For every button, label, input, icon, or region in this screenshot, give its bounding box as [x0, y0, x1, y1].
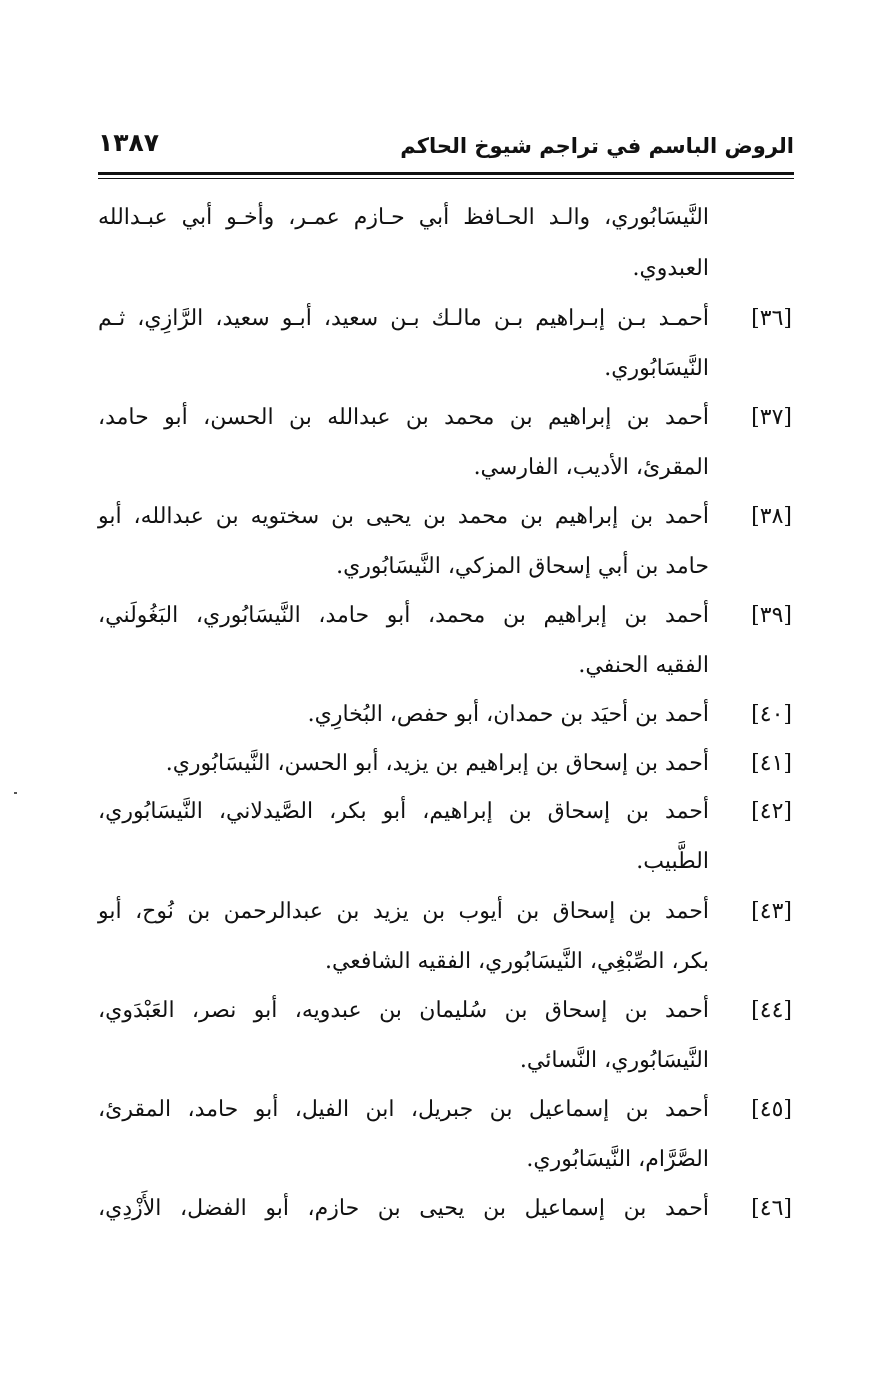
header-rule-thick [98, 172, 794, 175]
entry-number: [٤٤] [751, 998, 792, 1023]
entry-number: [٣٨] [751, 504, 792, 529]
entry-text-line: المقرئ، الأديب، الفارسي. [473, 455, 709, 480]
entry-text-line: بكر، الصِّبْغِي، النَّيسَابُوري، الفقيه الشافعي. [324, 949, 709, 974]
entry-number: [٤٦] [751, 1196, 792, 1221]
running-header [98, 128, 794, 168]
book-title: الروض الباسم في تراجم شيوخ الحاكم [400, 134, 794, 158]
entry-text-line: أحمد بن إسماعيل بن جبريل، ابن الفيل، أبو حامد، المقرئ، [98, 1097, 709, 1122]
entry-text-line: أحمد بن إسحاق بن إبراهيم، أبو بكر، الصَّيدلاني، النَّيسَابُوري، [98, 799, 709, 824]
entry-number: [٣٩] [751, 603, 792, 628]
entry-number: [٤١] [751, 751, 792, 776]
entry-number: [٤٣] [751, 899, 792, 924]
entry-number: [٣٦] [751, 306, 792, 331]
entry-text-line: النَّيسَابُوري، النَّسائي. [519, 1048, 709, 1073]
page-number: ١٣٨٧ [98, 128, 160, 157]
entry-number: [٤٥] [751, 1097, 792, 1122]
entry-text-line: الصَّرَّام، النَّيسَابُوري. [526, 1147, 709, 1172]
entry-text-line: أحمـد بـن إبـراهيم بـن مالـك بـن سعيد، أبـو سعيد، الرَّازِي، ثـم [98, 306, 709, 331]
entry-number: [٤٢] [751, 799, 792, 824]
entry-text-line: الفقيه الحنفي. [578, 653, 709, 678]
entry-text-line: أحمد بن إسماعيل بن يحيى بن حازم، أبو الفضل، الأَزْدِي، [98, 1196, 709, 1221]
scan-speck [14, 792, 17, 794]
entry-text-line: أحمد بن إبراهيم بن محمد، أبو حامد، النَّيسَابُوري، البَغُولَني، [98, 603, 709, 628]
header-rule-thin [98, 178, 794, 179]
entry-text-line: النَّيسَابُوري. [604, 356, 709, 381]
entry-text-line: أحمد بن إسحاق بن إبراهيم بن يزيد، أبو الحسن، النَّيسَابُوري. [165, 751, 709, 776]
entry-text-line: أحمد بن أحيَد بن حمدان، أبو حفص، البُخارِي. [307, 702, 709, 727]
continuation-line: النَّيسَابُوري، والـد الحـافظ أبي حـازم عمـر، وأخـو أبي عبـدالله [98, 205, 709, 230]
entry-text-line: حامد بن أبي إسحاق المزكي، النَّيسَابُوري. [336, 554, 709, 579]
continuation-line: العبدوي. [632, 256, 709, 281]
entry-text-line: أحمد بن إسحاق بن سُليمان بن عبدويه، أبو نصر، العَبْدَوي، [98, 998, 709, 1023]
entry-text-line: أحمد بن إبراهيم بن محمد بن عبدالله بن الحسن، أبو حامد، [98, 405, 709, 430]
entry-text-line: الطَّبيب. [636, 849, 709, 874]
entry-number: [٤٠] [751, 702, 792, 727]
entry-text-line: أحمد بن إبراهيم بن محمد بن يحيى بن سختويه بن عبدالله، أبو [98, 504, 709, 529]
entry-text-line: أحمد بن إسحاق بن أيوب بن يزيد بن عبدالرحمن بن نُوح، أبو [98, 899, 709, 924]
entry-number: [٣٧] [751, 405, 792, 430]
